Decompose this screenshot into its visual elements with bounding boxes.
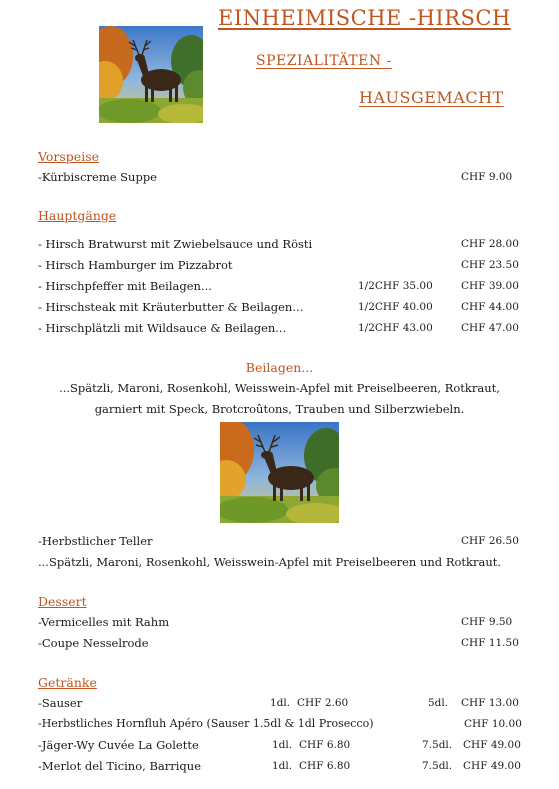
- menu-subtitle-specialties: SPEZIALITÄTEN -: [256, 53, 392, 69]
- drink-large-size: 5dl.: [428, 697, 449, 709]
- menu-item-price: CHF 11.50: [461, 637, 519, 649]
- menu-item-price: CHF 47.00: [461, 322, 519, 334]
- drink-large-size: 7.5dl.: [422, 739, 453, 751]
- menu-item-name: - Hirschsteak mit Kräuterbutter & Beilagen...: [38, 300, 304, 314]
- deer-photo-top: [99, 26, 203, 123]
- drink-large-size: 7.5dl.: [422, 760, 453, 772]
- menu-item-name: - Hirsch Bratwurst mit Zwiebelsauce und Rösti: [38, 237, 313, 251]
- beilagen-line: garniert mit Speck, Brotcroûtons, Trauben und Silberzwiebeln.: [94, 402, 465, 416]
- beilagen-heading: Beilagen...: [245, 360, 314, 375]
- menu-item-price: CHF 23.50: [461, 259, 519, 271]
- menu-subtitle-homemade: HAUSGEMACHT: [359, 88, 504, 107]
- menu-item-price: CHF 39.00: [461, 280, 519, 292]
- menu-item-price: CHF 28.00: [461, 238, 519, 250]
- section-heading-hauptgaenge: Hauptgänge: [38, 208, 117, 223]
- drink-large-price: CHF 49.00: [463, 760, 521, 772]
- drink-name: -Jäger-Wy Cuvée La Golette: [38, 738, 199, 752]
- menu-item-name: - Hirschpfeffer mit Beilagen...: [38, 279, 212, 293]
- drink-small-price: CHF 6.80: [299, 760, 351, 772]
- menu-item-name: -Vermicelles mit Rahm: [38, 615, 170, 629]
- drink-name: -Herbstliches Hornfluh Apéro (Sauser 1.5dl & 1dl Prosecco): [38, 717, 374, 730]
- menu-item-name: - Hirschplätzli mit Wildsauce & Beilagen...: [38, 321, 287, 335]
- menu-item-half-price: 1/2CHF 35.00: [358, 280, 433, 292]
- menu-item-half-price: 1/2CHF 43.00: [358, 322, 433, 334]
- section-heading-vorspeise: Vorspeise: [38, 149, 100, 164]
- drink-name: -Sauser: [38, 696, 83, 710]
- beilagen-line: ...Spätzli, Maroni, Rosenkohl, Weisswein-Apfel mit Preiselbeeren, Rotkraut,: [59, 381, 500, 395]
- deer-photo-middle: [220, 422, 339, 523]
- drink-large-price: CHF 49.00: [463, 739, 521, 751]
- menu-item-price: CHF 26.50: [461, 535, 519, 547]
- drink-small-price: CHF 6.80: [299, 739, 351, 751]
- drink-small-size: 1dl.: [272, 760, 293, 772]
- menu-item-name: -Coupe Nesselrode: [38, 636, 149, 650]
- menu-item-price: CHF 9.50: [461, 616, 513, 628]
- menu-item-description: ...Spätzli, Maroni, Rosenkohl, Weisswein-Apfel mit Preiselbeeren und Rotkraut.: [38, 555, 502, 569]
- section-heading-getraenke: Getränke: [38, 675, 97, 690]
- menu-item-price: CHF 44.00: [461, 301, 519, 313]
- drink-large-price: CHF 10.00: [464, 718, 522, 730]
- menu-item-half-price: 1/2CHF 40.00: [358, 301, 433, 313]
- drink-small-size: 1dl.: [272, 739, 293, 751]
- menu-item-price: CHF 9.00: [461, 171, 513, 183]
- drink-small-size: 1dl.: [270, 697, 291, 709]
- section-heading-dessert: Dessert: [38, 594, 87, 609]
- menu-item-name: - Hirsch Hamburger im Pizzabrot: [38, 258, 233, 272]
- menu-title: EINHEIMISCHE -HIRSCH: [218, 6, 511, 30]
- drink-small-price: CHF 2.60: [297, 697, 349, 709]
- menu-item-name: -Kürbiscreme Suppe: [38, 170, 157, 184]
- drink-large-price: CHF 13.00: [461, 697, 519, 709]
- drink-name: -Merlot del Ticino, Barrique: [38, 759, 202, 773]
- menu-item-name: -Herbstlicher Teller: [38, 534, 153, 548]
